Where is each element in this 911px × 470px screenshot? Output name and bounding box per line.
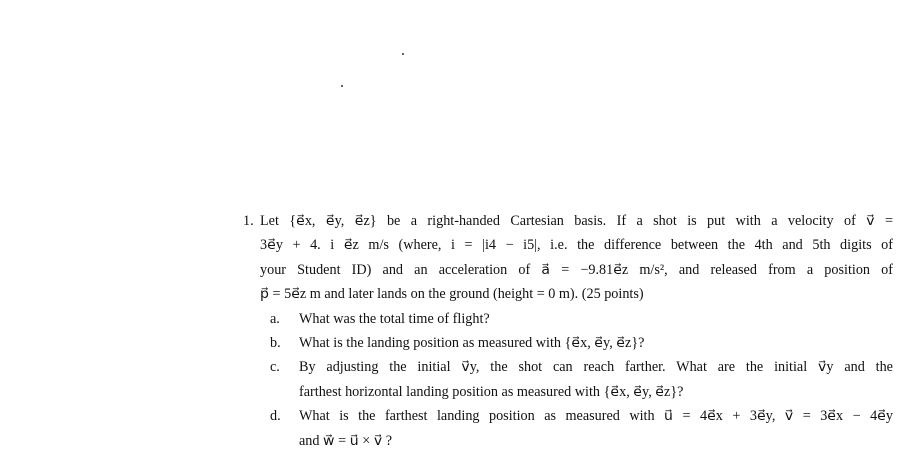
problem-text-line: p⃗ = 5e⃗z m and later lands on the ground (height = 0 m). (25 points) xyxy=(260,286,644,303)
problem-line-4 xyxy=(243,282,893,306)
problem-text-line: 3e⃗y + 4. i e⃗z m/s (where, i = |i4 − i5|, i.e. the difference between the 4th and 5th digits of xyxy=(260,237,893,254)
problem-1 xyxy=(243,209,893,453)
subquestion-text: farthest horizontal landing position as measured with {e⃗x, e⃗y, e⃗z}? xyxy=(299,383,684,400)
stray-dot-left xyxy=(341,85,343,87)
subquestion-text: By adjusting the initial v⃗y, the shot can reach farther. What are the initial v⃗y and the xyxy=(299,359,893,376)
subquestion-letter: d. xyxy=(270,408,281,425)
subquestion-b xyxy=(243,331,893,355)
subquestion-letter: c. xyxy=(270,359,280,376)
subquestion-text: What was the total time of flight? xyxy=(299,310,490,327)
problem-line-2 xyxy=(243,233,893,257)
subquestion-text: What is the farthest landing position as measured with u⃗ = 4e⃗x + 3e⃗y, v⃗ = 3e⃗x − 4e⃗y xyxy=(299,408,893,425)
subquestion-text: What is the landing position as measured with {e⃗x, e⃗y, e⃗z}? xyxy=(299,334,645,351)
stray-dot-top xyxy=(402,53,404,55)
problem-line-1 xyxy=(243,209,893,233)
problem-line-3 xyxy=(243,258,893,282)
subquestion-c-cont xyxy=(243,380,893,404)
subquestion-text: and w⃗ = u⃗ × v⃗ ? xyxy=(299,432,393,449)
problem-text-line: Let {e⃗x, e⃗y, e⃗z} be a right-handed Cartesian basis. If a shot is put with a velocity of v⃗ = xyxy=(260,213,893,229)
problem-number: 1. xyxy=(243,213,254,229)
subquestion-d xyxy=(243,404,893,428)
subquestion-letter: b. xyxy=(270,334,281,351)
problem-text-line: your Student ID) and an acceleration of a⃗ = −9.81e⃗z m/s², and released from a position of xyxy=(260,261,893,278)
subquestion-letter: a. xyxy=(270,310,280,327)
subquestion-c xyxy=(243,355,893,379)
subquestion-d-cont xyxy=(243,429,893,453)
subquestion-a xyxy=(243,307,893,331)
